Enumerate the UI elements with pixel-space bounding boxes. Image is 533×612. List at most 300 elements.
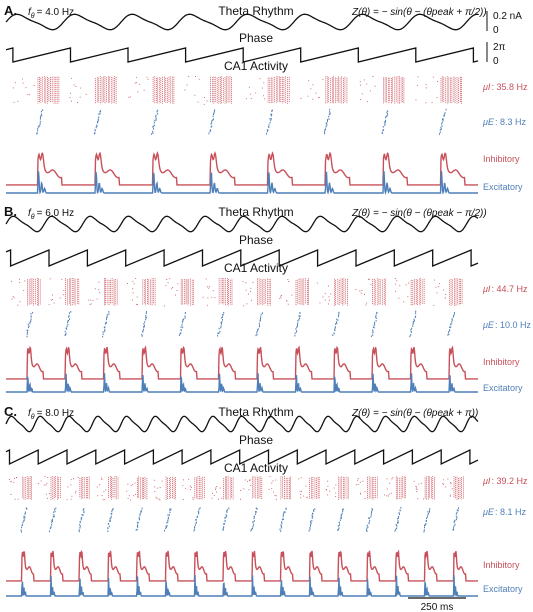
- excitatory-spike: [37, 130, 38, 132]
- inhibitory-spike: [368, 279, 369, 280]
- excitatory-spike: [138, 522, 139, 524]
- excitatory-spike: [453, 315, 454, 317]
- excitatory-spike: [283, 516, 284, 518]
- inhibitory-spike: [426, 88, 427, 89]
- excitatory-spike: [454, 314, 455, 316]
- excitatory-spike: [111, 513, 112, 515]
- excitatory-spike: [156, 115, 157, 117]
- excitatory-spike: [113, 508, 114, 510]
- inhibitory-spike: [250, 291, 251, 292]
- inhibitory-spike: [185, 488, 186, 489]
- inhibitory-spike: [335, 485, 336, 486]
- excitatory-spike: [369, 522, 370, 524]
- inhibitory-spike: [90, 304, 91, 305]
- excitatory-spike: [137, 524, 138, 526]
- excitatory-spike: [266, 133, 267, 135]
- excitatory-spike: [398, 522, 399, 524]
- excitatory-spike: [156, 118, 157, 120]
- excitatory-spike: [413, 321, 414, 323]
- inhibitory-spike: [240, 499, 241, 500]
- excitatory-spike: [24, 519, 25, 521]
- excitatory-spike: [452, 318, 453, 320]
- excitatory-spike: [398, 520, 399, 522]
- inhibitory-spike: [10, 481, 11, 482]
- inhibitory-spike: [216, 492, 217, 493]
- excitatory-spike: [451, 321, 452, 323]
- excitatory-spike: [270, 118, 271, 120]
- excitatory-spike: [223, 526, 224, 528]
- panel-b-legend-inhibitory: Inhibitory: [483, 357, 520, 367]
- inhibitory-spike: [214, 495, 215, 496]
- excitatory-spike: [185, 316, 186, 318]
- excitatory-spike: [252, 521, 253, 523]
- excitatory-spike: [376, 320, 377, 322]
- excitatory-spike: [395, 530, 396, 532]
- inhibitory-spike: [18, 499, 19, 500]
- excitatory-spike: [67, 324, 68, 326]
- excitatory-spike: [200, 507, 201, 509]
- inhibitory-spike: [91, 303, 92, 304]
- inhibitory-spike: [207, 286, 208, 287]
- inhibitory-spike: [207, 101, 208, 102]
- inhibitory-spike: [275, 495, 276, 496]
- excitatory-spike: [454, 520, 455, 522]
- inhibitory-spike: [416, 487, 417, 488]
- excitatory-spike: [255, 513, 256, 515]
- excitatory-spike: [382, 132, 383, 134]
- excitatory-spike: [451, 323, 452, 325]
- excitatory-spike: [144, 325, 145, 327]
- excitatory-spike: [100, 110, 101, 112]
- excitatory-spike: [55, 511, 56, 513]
- excitatory-spike: [445, 112, 446, 114]
- inhibitory-spike: [301, 491, 302, 492]
- excitatory-spike: [156, 119, 157, 121]
- excitatory-spike: [100, 113, 101, 115]
- inhibitory-spike: [86, 94, 87, 95]
- excitatory-spike: [153, 126, 154, 128]
- inhibitory-spike: [362, 290, 363, 291]
- excitatory-spike: [457, 509, 458, 511]
- excitatory-spike: [398, 516, 399, 518]
- inhibitory-spike: [373, 76, 374, 77]
- excitatory-spike: [52, 519, 53, 521]
- inhibitory-spike: [450, 496, 451, 497]
- inhibitory-spike: [13, 296, 14, 297]
- excitatory-spike: [27, 332, 28, 334]
- excitatory-spike: [213, 118, 214, 120]
- excitatory-spike: [143, 323, 144, 325]
- inhibitory-spike: [102, 495, 103, 496]
- inhibitory-spike: [329, 491, 330, 492]
- inhibitory-spike: [199, 79, 200, 80]
- inhibitory-spike: [407, 296, 408, 297]
- excitatory-spike: [373, 326, 374, 328]
- excitatory-spike: [254, 520, 255, 522]
- excitatory-spike: [427, 511, 428, 513]
- excitatory-spike: [194, 526, 195, 528]
- inhibitory-spike: [246, 98, 247, 99]
- excitatory-spike: [25, 513, 26, 515]
- excitatory-spike: [385, 120, 386, 122]
- excitatory-spike: [154, 125, 155, 127]
- excitatory-spike: [443, 118, 444, 120]
- inhibitory-spike: [452, 488, 453, 489]
- excitatory-spike: [296, 330, 297, 332]
- inhibitory-spike: [212, 493, 213, 494]
- inhibitory-spike: [356, 289, 357, 290]
- excitatory-spike: [254, 518, 255, 520]
- excitatory-spike: [334, 329, 335, 331]
- excitatory-spike: [326, 125, 327, 127]
- inhibitory-spike: [418, 484, 419, 485]
- panel-c: [4, 404, 528, 596]
- inhibitory-spike: [286, 300, 287, 301]
- inhibitory-spike: [243, 488, 244, 489]
- inhibitory-spike: [70, 93, 71, 94]
- inhibitory-spike: [50, 278, 51, 279]
- excitatory-spike: [384, 124, 385, 126]
- inhibitory-spike: [443, 484, 444, 485]
- excitatory-spike: [366, 528, 367, 530]
- excitatory-spike: [341, 515, 342, 517]
- inhibitory-spike: [442, 483, 443, 484]
- excitatory-spike: [145, 315, 146, 317]
- inhibitory-spike: [276, 499, 277, 500]
- panel-a-freq-val: = 4.0 Hz: [36, 7, 75, 18]
- inhibitory-spike: [329, 296, 330, 297]
- inhibitory-spike: [132, 300, 133, 301]
- inhibitory-spike: [137, 304, 138, 305]
- inhibitory-spike: [263, 82, 264, 83]
- inhibitory-spike: [20, 301, 21, 302]
- inhibitory-spike: [386, 495, 387, 496]
- excitatory-spike: [327, 121, 328, 123]
- inhibitory-spike: [165, 285, 166, 286]
- inhibitory-spike: [243, 281, 244, 282]
- excitatory-spike: [23, 517, 24, 519]
- excitatory-spike: [339, 522, 340, 524]
- excitatory-spike: [50, 526, 51, 528]
- inhibitory-spike: [47, 477, 48, 478]
- excitatory-spike: [441, 123, 442, 125]
- inhibitory-spike: [251, 98, 252, 99]
- inhibitory-spike: [395, 278, 396, 279]
- scale-bars: [408, 11, 522, 612]
- inhibitory-spike: [436, 287, 437, 288]
- inhibitory-spike: [416, 99, 417, 100]
- inhibitory-spike: [34, 85, 35, 86]
- inhibitory-spike: [387, 478, 388, 479]
- inhibitory-spike: [255, 93, 256, 94]
- inhibitory-spike: [103, 499, 104, 500]
- excitatory-spike: [222, 319, 223, 321]
- excitatory-spike: [170, 509, 171, 511]
- inhibitory-spike: [134, 283, 135, 284]
- inhibitory-spike: [396, 280, 397, 281]
- inhibitory-spike: [443, 290, 444, 291]
- excitatory-spike: [145, 319, 146, 321]
- excitatory-spike: [103, 333, 104, 335]
- inhibitory-spike: [71, 101, 72, 102]
- excitatory-spike: [280, 530, 281, 532]
- excitatory-spike: [281, 525, 282, 527]
- excitatory-spike: [336, 319, 337, 321]
- inhibitory-spike: [300, 491, 301, 492]
- excitatory-spike: [65, 331, 66, 333]
- inhibitory-spike: [191, 487, 192, 488]
- inhibitory-spike: [249, 87, 250, 88]
- inhibitory-spike: [329, 300, 330, 301]
- inhibitory-spike: [135, 494, 136, 495]
- inhibitory-spike: [273, 492, 274, 493]
- panel-c-freq: $f_\theta = 8.0$ Hz: [28, 408, 75, 421]
- inhibitory-spike: [445, 298, 446, 299]
- inhibitory-spike: [11, 281, 12, 282]
- inhibitory-spike: [144, 90, 145, 91]
- excitatory-spike: [377, 312, 378, 314]
- excitatory-spike: [146, 317, 147, 319]
- excitatory-spike: [79, 524, 80, 526]
- panel-c-theta-title: Theta Rhythm: [218, 405, 294, 419]
- excitatory-spike: [329, 118, 330, 120]
- excitatory-spike: [31, 316, 32, 318]
- excitatory-spike: [82, 514, 83, 516]
- excitatory-spike: [136, 529, 137, 531]
- excitatory-spike: [220, 327, 221, 329]
- excitatory-spike: [281, 521, 282, 523]
- excitatory-spike: [338, 527, 339, 529]
- inhibitory-spike: [159, 499, 160, 500]
- panel-a: [4, 3, 528, 193]
- inhibitory-spike: [247, 481, 248, 482]
- excitatory-spike: [66, 333, 67, 335]
- inhibitory-spike: [249, 489, 250, 490]
- excitatory-spike: [324, 131, 325, 133]
- excitatory-spike: [39, 125, 40, 127]
- inhibitory-spike: [169, 278, 170, 279]
- inhibitory-spike: [177, 290, 178, 291]
- panel-b-excitatory-raster: [27, 311, 456, 338]
- excitatory-spike: [376, 315, 377, 317]
- inhibitory-spike: [14, 102, 15, 103]
- inhibitory-spike: [301, 477, 302, 478]
- panel-b: [4, 204, 531, 393]
- excitatory-spike: [95, 129, 96, 131]
- inhibitory-spike: [335, 493, 336, 494]
- excitatory-spike: [67, 326, 68, 328]
- inhibitory-spike: [76, 491, 77, 492]
- excitatory-spike: [185, 312, 186, 314]
- inhibitory-spike: [135, 83, 136, 84]
- inhibitory-spike: [308, 80, 309, 81]
- inhibitory-spike: [52, 295, 53, 296]
- excitatory-spike: [53, 516, 54, 518]
- inhibitory-spike: [19, 282, 20, 283]
- excitatory-spike: [98, 113, 99, 115]
- inhibitory-spike: [433, 77, 434, 78]
- excitatory-spike: [424, 527, 425, 529]
- inhibitory-spike: [326, 489, 327, 490]
- excitatory-spike: [256, 508, 257, 510]
- excitatory-spike: [104, 326, 105, 328]
- inhibitory-spike: [19, 279, 20, 280]
- excitatory-spike: [146, 311, 147, 313]
- excitatory-spike: [28, 324, 29, 326]
- panel-c-legend-excitatory: Excitatory: [483, 584, 523, 594]
- excitatory-spike: [211, 123, 212, 125]
- inhibitory-spike: [276, 495, 277, 496]
- inhibitory-spike: [73, 478, 74, 479]
- inhibitory-spike: [443, 479, 444, 480]
- inhibitory-spike: [388, 496, 389, 497]
- inhibitory-spike: [41, 481, 42, 482]
- excitatory-spike: [427, 516, 428, 518]
- excitatory-spike: [69, 315, 70, 317]
- excitatory-spike: [21, 531, 22, 533]
- inhibitory-spike: [71, 499, 72, 500]
- inhibitory-spike: [90, 300, 91, 301]
- excitatory-spike: [424, 529, 425, 531]
- excitatory-spike: [214, 109, 215, 111]
- inhibitory-spike: [193, 497, 194, 498]
- excitatory-spike: [54, 509, 55, 511]
- excitatory-spike: [448, 331, 449, 333]
- inhibitory-spike: [247, 303, 248, 304]
- excitatory-spike: [49, 531, 50, 533]
- inhibitory-spike: [131, 485, 132, 486]
- inhibitory-spike: [44, 485, 45, 486]
- excitatory-spike: [196, 522, 197, 524]
- excitatory-spike: [30, 320, 31, 322]
- excitatory-spike: [367, 525, 368, 527]
- inhibitory-spike: [300, 494, 301, 495]
- excitatory-spike: [143, 329, 144, 331]
- inhibitory-spike: [408, 283, 409, 284]
- inhibitory-spike: [157, 488, 158, 489]
- panel-b-inhibitory-rate: [6, 347, 478, 379]
- inhibitory-spike: [437, 81, 438, 82]
- inhibitory-spike: [162, 481, 163, 482]
- inhibitory-spike: [369, 279, 370, 280]
- excitatory-spike: [37, 132, 38, 134]
- excitatory-spike: [222, 316, 223, 318]
- excitatory-spike: [106, 319, 107, 321]
- inhibitory-spike: [450, 482, 451, 483]
- inhibitory-spike: [243, 305, 244, 306]
- inhibitory-spike: [129, 495, 130, 496]
- excitatory-spike: [81, 517, 82, 519]
- excitatory-spike: [338, 316, 339, 318]
- excitatory-spike: [440, 129, 441, 131]
- inhibitory-spike: [154, 487, 155, 488]
- excitatory-spike: [221, 325, 222, 327]
- inhibitory-spike: [367, 101, 368, 102]
- inhibitory-spike: [9, 479, 10, 480]
- inhibitory-spike: [360, 482, 361, 483]
- excitatory-spike: [228, 508, 229, 510]
- panel-b-legend-excitatory: Excitatory: [483, 383, 523, 393]
- panel-a-legend-excitatory: Excitatory: [483, 182, 523, 192]
- panel-b-phase-title: Phase: [238, 233, 274, 247]
- inhibitory-spike: [437, 292, 438, 293]
- inhibitory-spike: [46, 494, 47, 495]
- excitatory-spike: [110, 520, 111, 522]
- excitatory-spike: [281, 523, 282, 525]
- inhibitory-spike: [364, 294, 365, 295]
- inhibitory-spike: [391, 493, 392, 494]
- excitatory-spike: [144, 321, 145, 323]
- excitatory-spike: [398, 517, 399, 519]
- panel-c-rate-i: μI: 39.2 Hz: [483, 476, 528, 486]
- inhibitory-spike: [23, 290, 24, 291]
- inhibitory-spike: [249, 480, 250, 481]
- excitatory-spike: [25, 517, 26, 519]
- excitatory-spike: [253, 524, 254, 526]
- inhibitory-spike: [260, 78, 261, 79]
- panel-b-inhibitory-raster: [11, 278, 462, 306]
- excitatory-spike: [369, 518, 370, 520]
- inhibitory-spike: [281, 297, 282, 298]
- excitatory-spike: [411, 331, 412, 333]
- inhibitory-spike: [357, 480, 358, 481]
- inhibitory-spike: [417, 498, 418, 499]
- excitatory-spike: [197, 516, 198, 518]
- excitatory-spike: [268, 126, 269, 128]
- inhibitory-spike: [209, 286, 210, 287]
- inhibitory-spike: [358, 478, 359, 479]
- inhibitory-spike: [160, 487, 161, 488]
- excitatory-spike: [182, 327, 183, 329]
- inhibitory-spike: [366, 303, 367, 304]
- inhibitory-spike: [105, 489, 106, 490]
- excitatory-spike: [40, 123, 41, 125]
- excitatory-spike: [329, 109, 330, 111]
- inhibitory-spike: [212, 498, 213, 499]
- inhibitory-spike: [215, 489, 216, 490]
- excitatory-spike: [141, 334, 142, 336]
- inhibitory-spike: [99, 282, 100, 283]
- inhibitory-spike: [398, 298, 399, 299]
- inhibitory-spike: [133, 495, 134, 496]
- inhibitory-spike: [426, 84, 427, 85]
- excitatory-spike: [27, 330, 28, 332]
- excitatory-spike: [409, 336, 410, 338]
- excitatory-spike: [80, 526, 81, 528]
- excitatory-spike: [424, 531, 425, 533]
- inhibitory-spike: [246, 290, 247, 291]
- excitatory-spike: [151, 133, 152, 135]
- inhibitory-spike: [327, 481, 328, 482]
- excitatory-spike: [371, 336, 372, 338]
- excitatory-spike: [81, 519, 82, 521]
- inhibitory-spike: [291, 295, 292, 296]
- excitatory-spike: [311, 520, 312, 522]
- inhibitory-spike: [253, 282, 254, 283]
- panel-b-freq: $f_\theta = 6.0$ Hz: [28, 208, 75, 221]
- panel-a-legend-inhibitory: Inhibitory: [483, 154, 520, 164]
- excitatory-spike: [449, 329, 450, 331]
- excitatory-spike: [371, 512, 372, 514]
- inhibitory-spike: [215, 297, 216, 298]
- inhibitory-spike: [360, 81, 361, 82]
- inhibitory-spike: [139, 84, 140, 85]
- inhibitory-spike: [132, 484, 133, 485]
- inhibitory-spike: [51, 300, 52, 301]
- inhibitory-spike: [280, 296, 281, 297]
- excitatory-spike: [108, 313, 109, 315]
- inhibitory-spike: [128, 97, 129, 98]
